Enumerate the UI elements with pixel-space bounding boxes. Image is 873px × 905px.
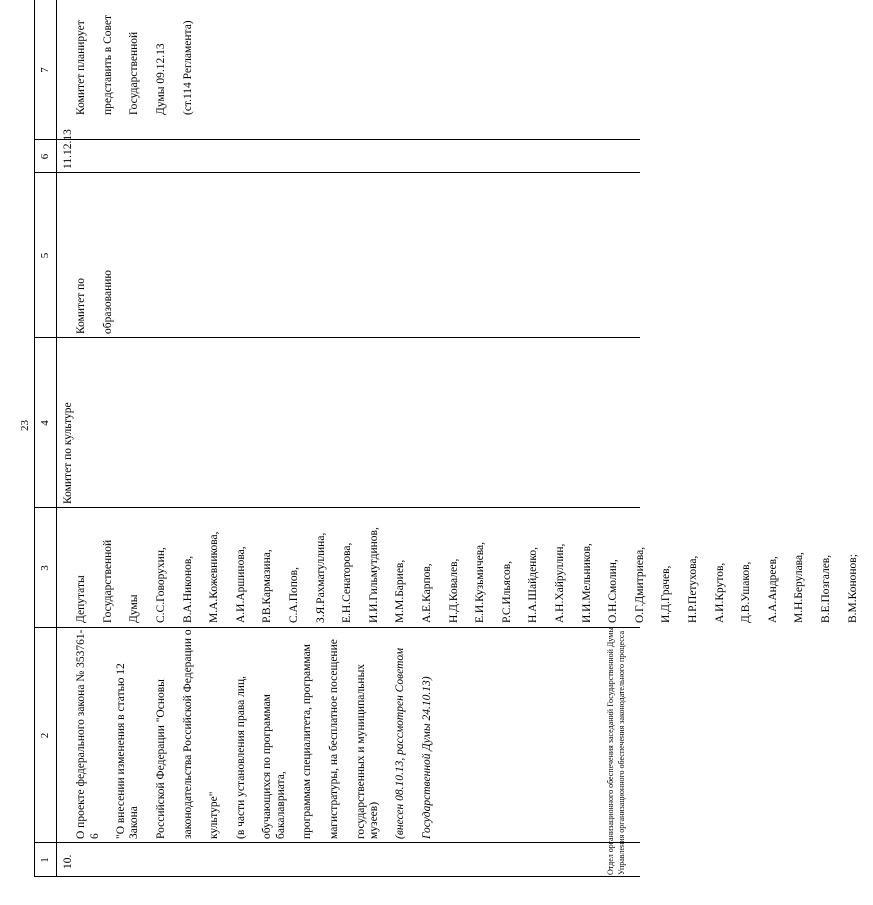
initiator-line: З.Я.Рахматуллина,: [314, 532, 327, 623]
initiator-line: Депутаты: [75, 575, 88, 623]
bill-note-line: Государственной Думы 24.10.13): [421, 676, 434, 839]
footer-line: Отдел организационного обеспечения заседаний Государственной Думы: [606, 627, 615, 875]
initiator-line: А.Н.Хайруллин,: [553, 543, 566, 623]
bill-title-line: "О внесении изменения в статью 12 Закона: [115, 663, 141, 839]
initiator-line: Н.Р.Петухова,: [686, 555, 699, 623]
decision-line: Думы 09.12.13: [155, 43, 168, 115]
initiator-line: В.М.Кононов;: [846, 554, 859, 623]
initiator-line: О.Г.Дмитриева,: [633, 546, 646, 623]
initiator-line: М.А.Кожевникова,: [208, 531, 221, 623]
initiator-line: И.Д.Грачев,: [660, 565, 673, 623]
initiator-line: А.И.Крутов,: [713, 562, 726, 623]
initiators-list: [62, 509, 873, 623]
decision-line: Комитет планирует: [75, 20, 88, 115]
responsible-committee: Комитет по культуре: [62, 402, 74, 504]
bill-title-line: Российской Федерации "Основы: [155, 679, 168, 839]
initiator-line: О.Н.Смолин,: [607, 559, 620, 623]
column-number-1: 1: [39, 857, 51, 863]
column-number-4: 4: [39, 420, 51, 426]
initiator-line: Р.С.Ильясов,: [500, 560, 513, 623]
decision-line: представить в Совет: [101, 14, 114, 115]
initiator-line: А.Е.Карпов,: [421, 563, 434, 623]
footer-line: Управления организационного обеспечения законодательного процесса: [617, 630, 626, 875]
bill-note-line: (внесен 08.10.13, рассмотрен Советом: [394, 647, 407, 839]
column-divider: [34, 172, 640, 173]
initiator-line: С.С.Говорухин,: [155, 547, 168, 623]
committee-decision: [62, 1, 208, 115]
initiator-line: Р.В.Кармазина,: [261, 549, 274, 623]
bill-description: [62, 629, 448, 839]
page-number: 23: [19, 420, 31, 431]
initiator-line: Д.В.Ушаков,: [740, 561, 753, 623]
header-row-divider: [56, 0, 57, 877]
decision-line: Государственной: [128, 31, 141, 115]
column-number-6: 6: [39, 153, 51, 160]
bill-title-line: обучающихся по программам бакалавриата,: [261, 694, 287, 839]
review-date: 11.12.13: [62, 129, 74, 169]
initiator-line: М.М.Бариев,: [394, 559, 407, 623]
column-number-5: 5: [39, 252, 51, 259]
initiator-line: В.Е.Позгалев,: [819, 554, 832, 623]
bill-title-line: законодательства Российской Федерации о: [181, 629, 194, 839]
table-border-left: [34, 876, 640, 877]
initiator-line: В.А.Никонов,: [181, 555, 194, 623]
initiator-line: С.А.Попов,: [288, 567, 301, 623]
initiator-line: Е.И.Кузьмичева,: [474, 542, 487, 623]
decision-line: (ст.114 Регламента): [181, 20, 194, 115]
bill-title-line: государственных и муниципальных музеев): [354, 663, 380, 839]
bill-title-line: программам специалитета, программам: [301, 644, 314, 839]
column-number-2: 2: [39, 732, 51, 739]
column-divider: [34, 507, 640, 508]
column-number-7: 7: [39, 67, 51, 73]
bill-title-line: культуре": [208, 791, 221, 839]
column-divider: [34, 139, 640, 140]
bill-title-line: магистратуры, на бесплатное посещение: [327, 639, 340, 839]
co-committee-line: Комитет по: [75, 278, 88, 334]
co-executor-committee: [62, 174, 128, 334]
column-divider: [34, 842, 640, 843]
co-committee-line: образованию: [101, 270, 114, 334]
row-number: 10.: [62, 854, 74, 869]
page-footer: [605, 627, 627, 875]
initiator-line: И.И.Гильмутдинов,: [367, 527, 380, 623]
column-divider: [34, 337, 640, 338]
column-divider: [34, 627, 640, 628]
initiator-line: Н.Д.Ковалев,: [447, 558, 460, 623]
initiator-line: Е.Н.Сенаторова,: [341, 542, 354, 623]
bill-title-line: (в части установления права лиц,: [234, 676, 247, 839]
bill-title-line: О проекте федерального закона № 353761-6: [75, 629, 101, 839]
initiator-line: Н.А.Шайденко,: [527, 547, 540, 623]
initiator-line: М.Н.Берулава,: [793, 552, 806, 623]
initiator-line: И.И.Мельников,: [580, 543, 593, 623]
table-border-top: [34, 0, 35, 877]
column-number-3: 3: [39, 565, 51, 571]
initiator-line: А.И.Аршинова,: [234, 546, 247, 623]
initiator-line: Государственной: [101, 539, 114, 623]
initiator-line: Думы: [128, 594, 141, 623]
initiator-line: А.А.Андреев,: [766, 556, 779, 623]
